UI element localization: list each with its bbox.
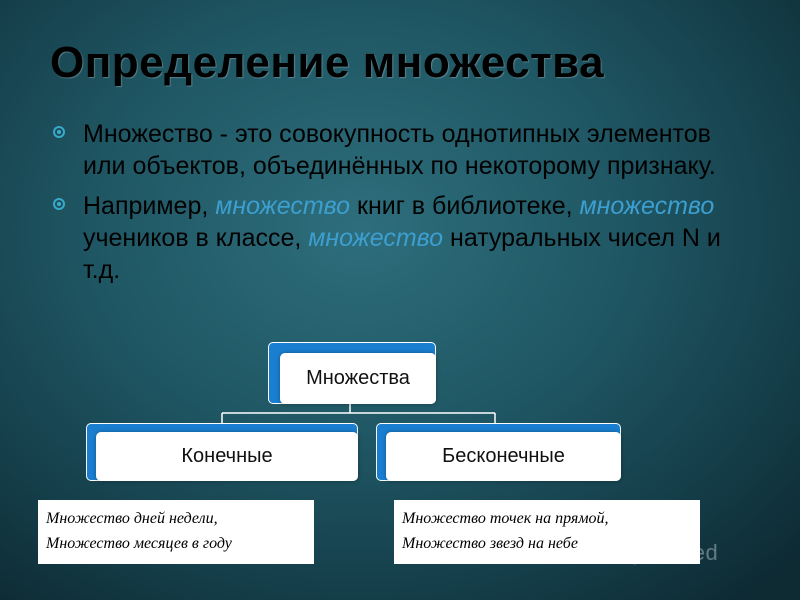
note-line: Множество месяцев в году [46,535,232,552]
node-infinite [376,423,621,481]
highlight-term: множество [308,224,444,252]
note-line: Множество точек на прямой, [402,510,609,527]
note-line: Множество звезд на небе [402,535,578,552]
text-segment: учеников в классе, [83,224,309,252]
watermark-logo: MyShared [614,540,719,565]
highlight-term: множество [579,192,715,220]
node-root-label: Множества [280,353,436,404]
text-segment: книг в библиотеке, [350,192,580,220]
highlight-term: множество [215,192,351,220]
node-infinite-label: Бесконечные [386,432,621,481]
text-segment: Например, [83,192,216,220]
bullet-text: Множество - это совокупность однотипных элементов или объектов, объединённых по некоторому признаку. [83,120,716,180]
slide-title: Определение множества [50,38,605,87]
node-root [268,342,436,404]
node-finite [86,423,358,481]
note-line: Множество дней недели, [46,510,218,527]
text-segment: натуральных чисел N и т.д. [83,224,721,284]
note-finite-examples [38,500,314,564]
node-finite-label: Конечные [96,432,358,481]
